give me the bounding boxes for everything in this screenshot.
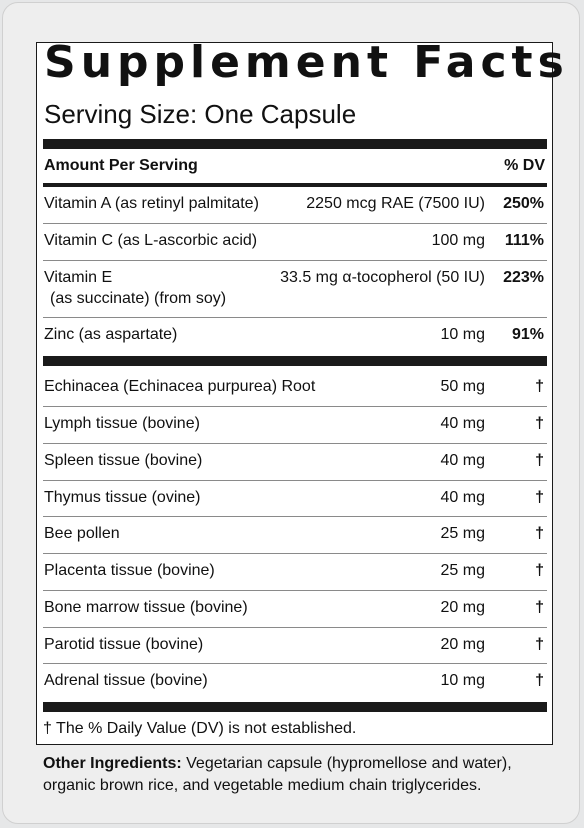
daily-value-footnote: † The % Daily Value (DV) is not established. — [43, 720, 357, 737]
ingredient-row — [43, 590, 547, 627]
ingredient-dv: † — [535, 599, 544, 616]
serving-size: Serving Size: One Capsule — [44, 99, 357, 129]
ingredient-amount: 20 mg — [440, 599, 485, 616]
ingredient-dv: † — [535, 489, 544, 506]
dv-column-label: % DV — [504, 157, 545, 174]
nutrient-row — [43, 317, 547, 356]
ingredient-name: Placenta tissue (bovine) — [44, 562, 215, 579]
other-ingredients — [43, 753, 555, 797]
ingredient-dv: † — [535, 672, 544, 689]
thick-divider-top — [43, 139, 547, 149]
ingredient-amount: 40 mg — [440, 415, 485, 432]
ingredient-amount: 40 mg — [440, 489, 485, 506]
ingredient-amount: 25 mg — [440, 525, 485, 542]
ingredient-dv: † — [535, 562, 544, 579]
ingredient-row — [43, 370, 547, 406]
ingredient-row — [43, 516, 547, 553]
thick-divider-bottom — [43, 702, 547, 712]
other-ingredients-label: Other Ingredients: — [43, 755, 182, 772]
ingredient-dv: † — [535, 525, 544, 542]
ingredient-name: Bone marrow tissue (bovine) — [44, 599, 248, 616]
nutrient-dv: 111% — [504, 232, 544, 249]
ingredient-name: Adrenal tissue (bovine) — [44, 672, 208, 689]
ingredient-row — [43, 553, 547, 590]
nutrient-dv: 223% — [503, 269, 544, 286]
ingredient-dv: † — [535, 378, 544, 395]
nutrient-amount: 100 mg — [431, 232, 485, 249]
label-card — [2, 2, 580, 824]
ingredient-dv: † — [535, 415, 544, 432]
nutrient-amount: 10 mg — [440, 326, 485, 343]
ingredient-row — [43, 480, 547, 516]
ingredient-name: Thymus tissue (ovine) — [44, 489, 201, 506]
ingredient-name: Echinacea (Echinacea purpurea) Root — [44, 378, 316, 395]
supplement-facts-panel — [36, 37, 569, 745]
ingredient-row — [43, 627, 547, 663]
nutrient-name: Vitamin C (as L-ascorbic acid) — [44, 232, 258, 249]
nutrient-name: Vitamin A (as retinyl palmitate) — [44, 195, 259, 212]
ingredient-amount: 50 mg — [440, 378, 485, 395]
ingredient-dv: † — [535, 452, 544, 469]
nutrient-source: (as succinate) (from soy) — [50, 290, 227, 307]
nutrient-name: Zinc (as aspartate) — [44, 326, 178, 343]
ingredient-name: Parotid tissue (bovine) — [44, 636, 204, 653]
ingredient-row — [43, 443, 547, 480]
nutrient-row — [43, 187, 547, 223]
amount-per-serving-label: Amount Per Serving — [44, 157, 198, 174]
nutrient-dv: 250% — [503, 195, 544, 212]
ingredient-dv: † — [535, 636, 544, 653]
panel-title: Supplement Facts — [44, 37, 569, 88]
ingredient-row — [43, 663, 547, 702]
nutrient-row — [43, 223, 547, 260]
ingredient-row — [43, 406, 547, 443]
nutrient-row — [43, 260, 547, 317]
ingredient-amount: 40 mg — [440, 452, 485, 469]
thick-divider-middle — [43, 356, 547, 366]
nutrient-name: Vitamin E — [44, 269, 113, 286]
ingredient-amount: 20 mg — [440, 636, 485, 653]
ingredient-amount: 25 mg — [440, 562, 485, 579]
nutrient-amount: 33.5 mg α-tocopherol (50 IU) — [280, 269, 485, 286]
ingredient-name: Spleen tissue (bovine) — [44, 452, 203, 469]
ingredient-amount: 10 mg — [440, 672, 485, 689]
ingredient-name: Lymph tissue (bovine) — [44, 415, 200, 432]
other-ingredients-text: Vegetarian capsule (hypromellose and water), organic brown rice, and vegetable medium chain triglycerides. — [43, 755, 512, 794]
ingredient-name: Bee pollen — [44, 525, 120, 542]
nutrient-dv: 91% — [511, 326, 544, 343]
nutrient-amount: 2250 mcg RAE (7500 IU) — [306, 195, 485, 212]
table-header — [43, 157, 547, 183]
